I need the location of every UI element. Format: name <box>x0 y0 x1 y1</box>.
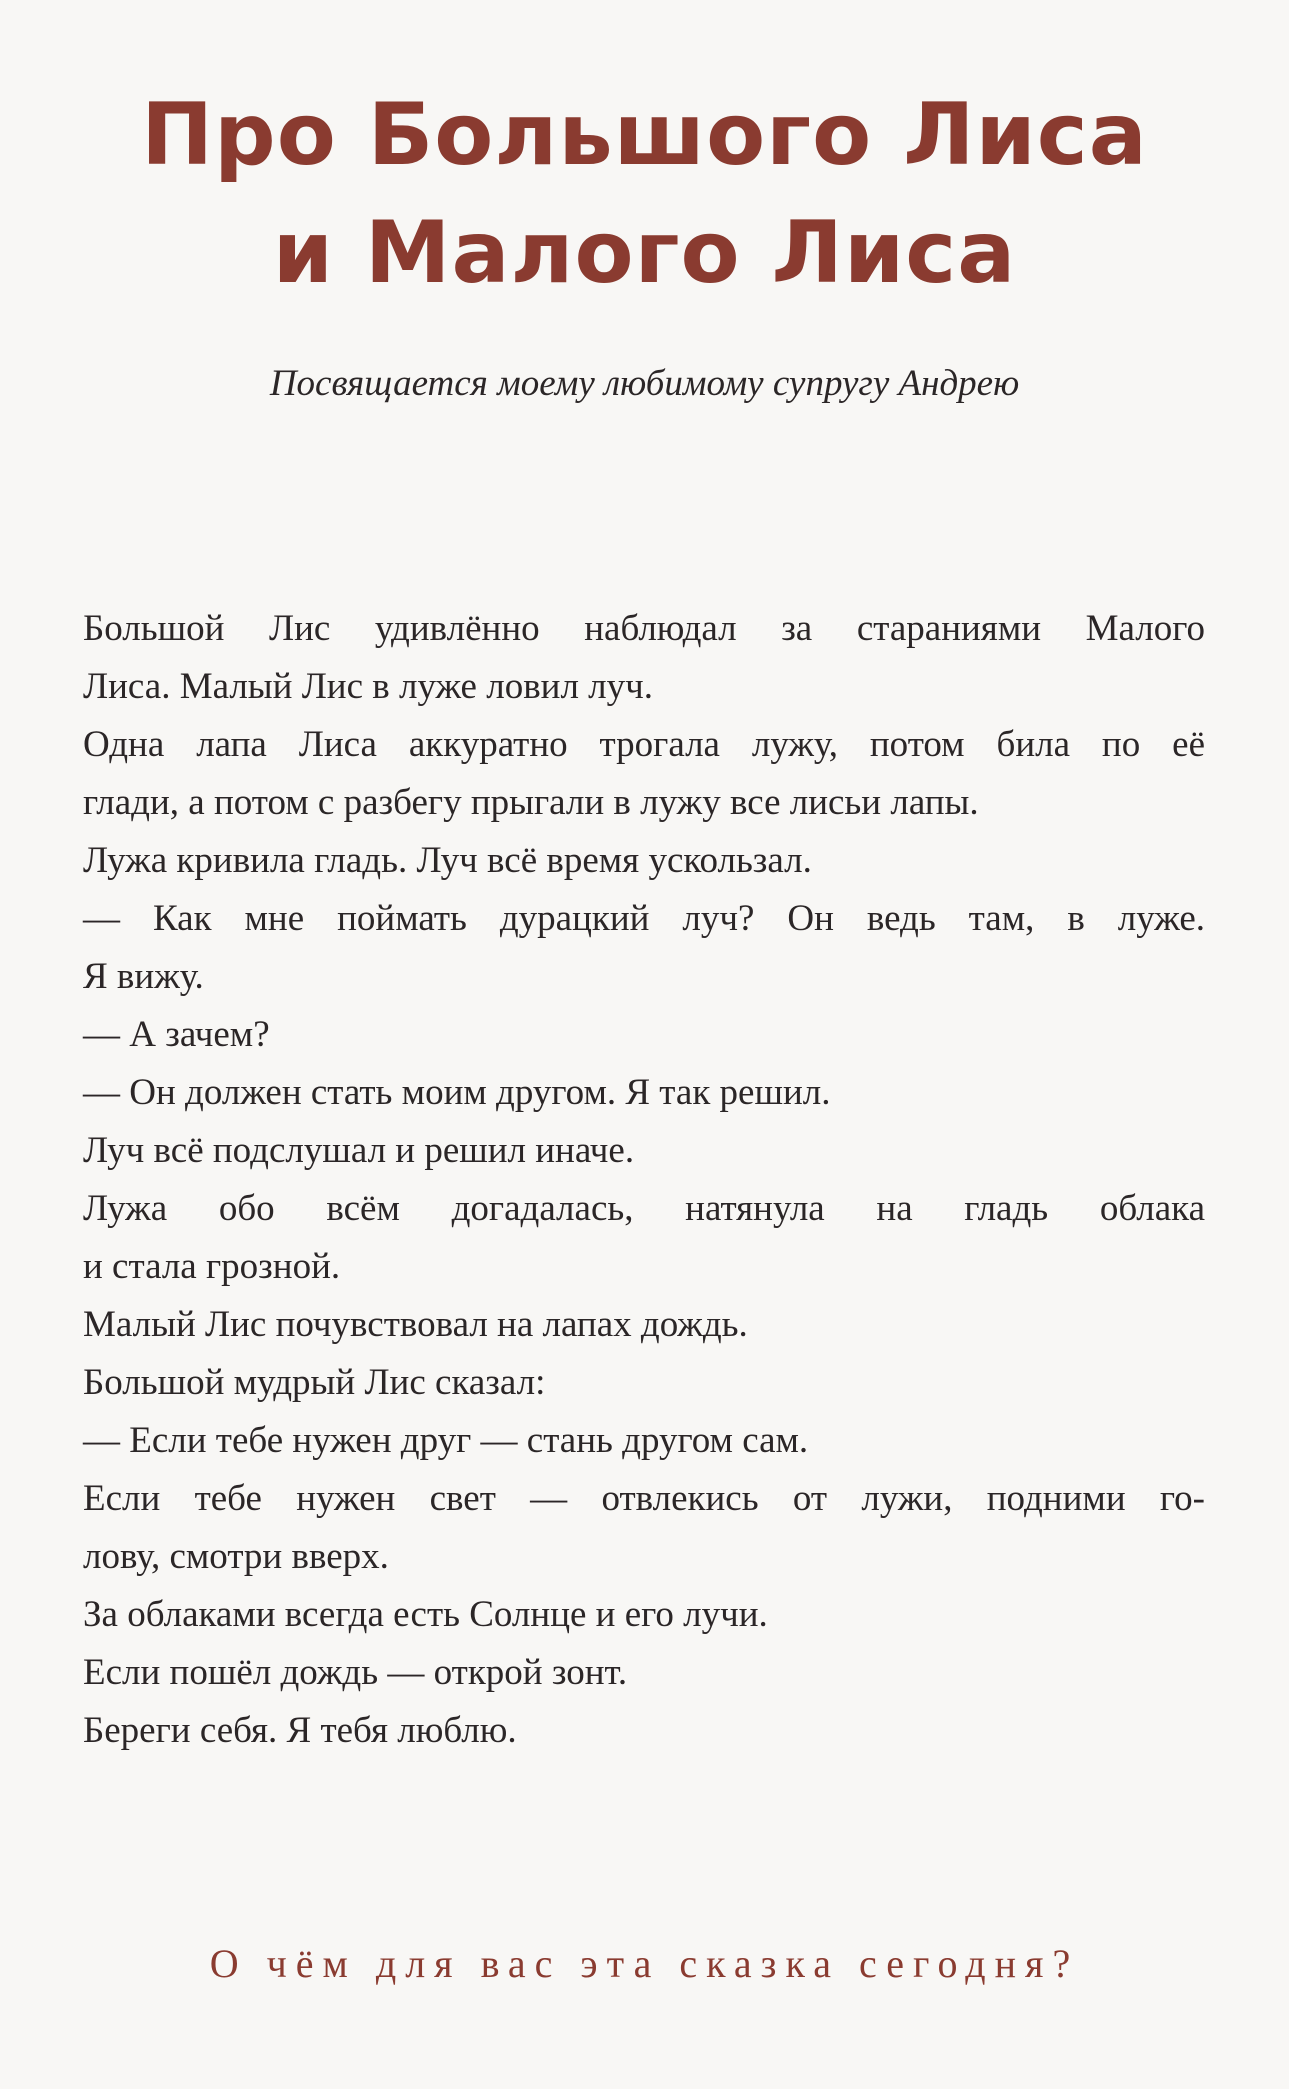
story-line: Лужа обо всём догадалась, натянула на гладь облака <box>83 1188 1205 1229</box>
story-line: Луч всё подслушал и решил иначе. <box>83 1130 635 1171</box>
story-line: — Он должен стать моим другом. Я так решил. <box>83 1072 831 1113</box>
story-line: Лужа кривила гладь. Луч всё время ускользал. <box>83 840 812 881</box>
dedication: Посвящается моему любимому супругу Андрею <box>269 363 1020 404</box>
story-line: — Как мне поймать дурацкий луч? Он ведь там, в луже. <box>83 898 1205 939</box>
story-line: Лиса. Малый Лис в луже ловил луч. <box>83 666 653 707</box>
story-line: Одна лапа Лиса аккуратно трогала лужу, потом била по её <box>83 724 1205 765</box>
story-line: Большой мудрый Лис сказал: <box>83 1362 546 1403</box>
story-line: лову, смотри вверх. <box>83 1536 389 1577</box>
story-line: Если пошёл дождь — открой зонт. <box>83 1652 628 1693</box>
story-line: — Если тебе нужен друг — стань другом сам. <box>83 1420 809 1461</box>
story-line: глади, а потом с разбегу прыгали в лужу все лисьи лапы. <box>83 782 979 823</box>
story-line: Если тебе нужен свет — отвлекись от лужи, подними го- <box>83 1478 1205 1519</box>
story-line: Я вижу. <box>83 956 204 997</box>
story-text <box>83 600 1205 1760</box>
title-line-1: Про Большого Лиса <box>141 85 1148 185</box>
title-line-2: и Малого Лиса <box>272 203 1017 303</box>
story-line: и стала грозной. <box>83 1246 341 1287</box>
story-line: Малый Лис почувствовал на лапах дождь. <box>83 1304 748 1345</box>
story-line: — А зачем? <box>83 1014 270 1055</box>
story-line: Береги себя. Я тебя люблю. <box>83 1710 517 1751</box>
story-line: За облаками всегда есть Солнце и его лучи. <box>83 1594 768 1635</box>
story-line: Большой Лис удивлённо наблюдал за стараниями Малого <box>83 608 1205 649</box>
closing-question: О чём для вас эта сказка сегодня? <box>209 1941 1080 1986</box>
